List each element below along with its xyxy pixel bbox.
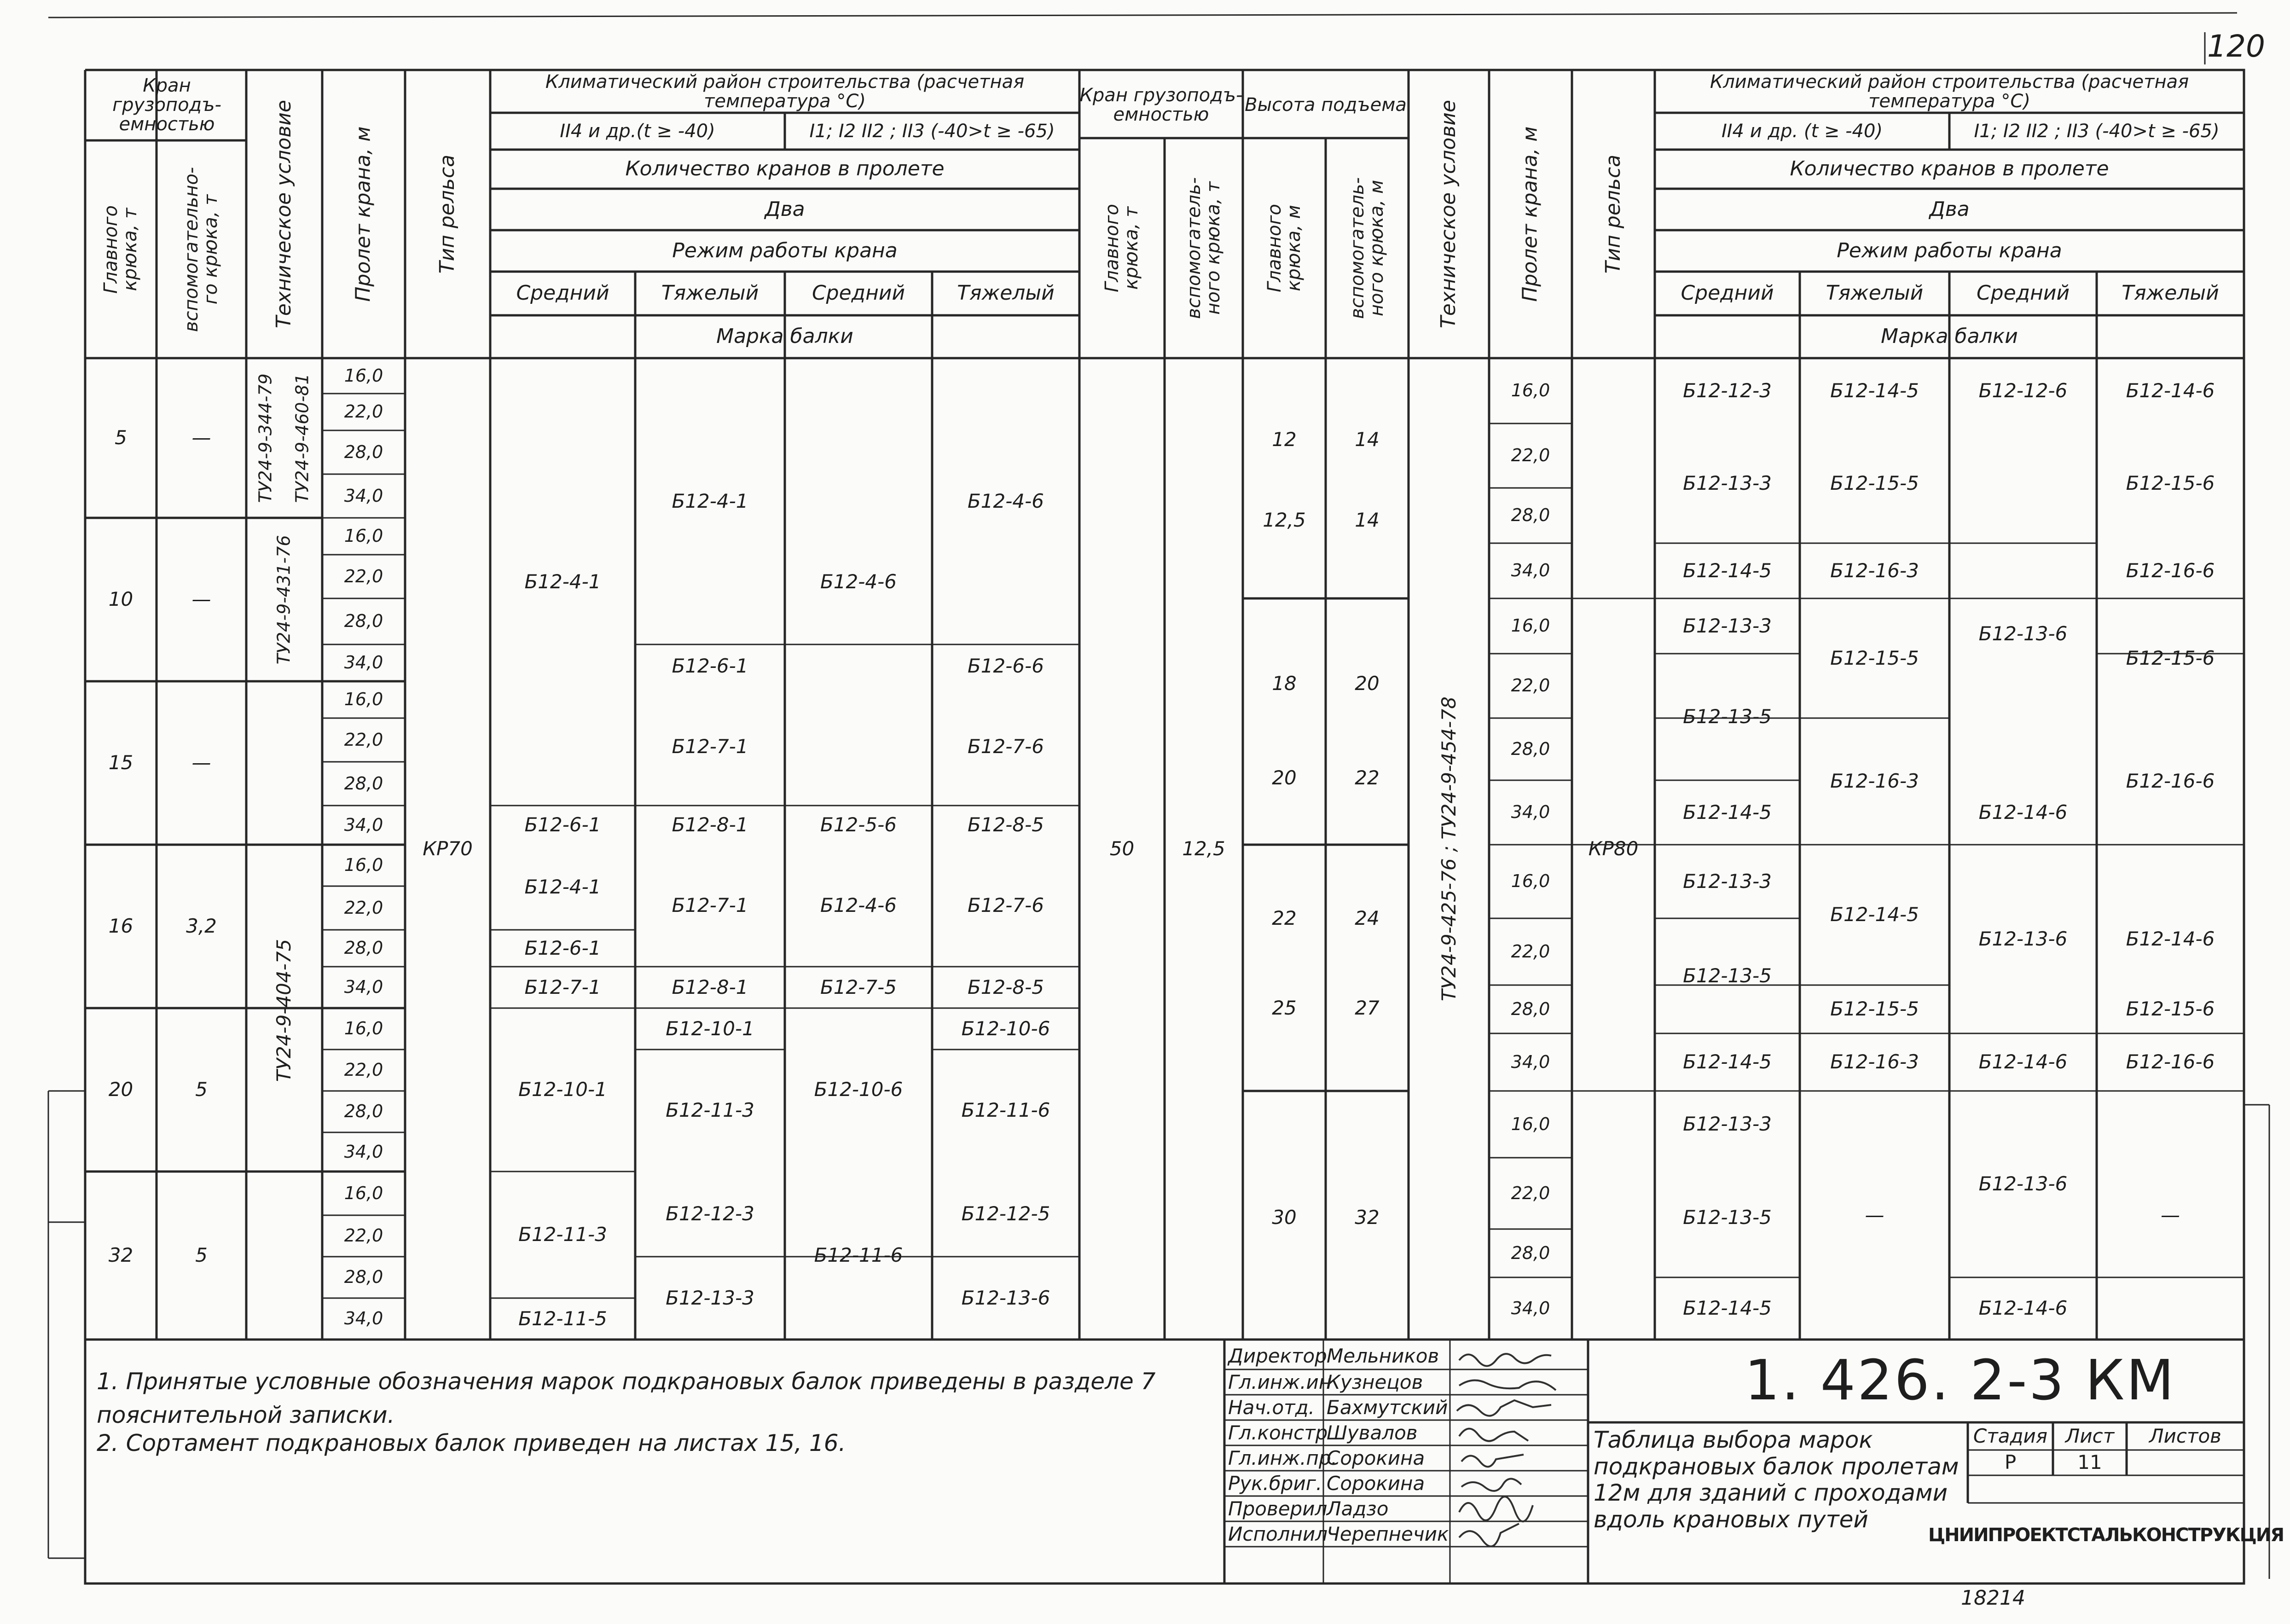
left-span: 34,0 [344, 1308, 383, 1329]
right-span: 34,0 [1511, 1051, 1550, 1072]
right-beam-mark: Б12-12-3 [1683, 379, 1772, 402]
right-beam-mark: — [1865, 1203, 1884, 1226]
right-beam-mark: Б12-14-6 [1978, 800, 2068, 824]
right-span: 34,0 [1511, 1298, 1550, 1318]
left-load-aux: 5 [195, 1244, 208, 1267]
left-beam-mark: Б12-12-5 [961, 1202, 1050, 1225]
right-beam-mark: Б12-13-5 [1683, 1206, 1772, 1229]
right-beam-mark: Б12-14-6 [1978, 1050, 2068, 1073]
organization: ЦНИИПРОЕКТСТАЛЬКОНСТРУКЦИЯ [1928, 1525, 2284, 1546]
right-beam-mark: Б12-14-5 [1683, 1050, 1772, 1073]
left-beam-mark: Б12-11-6 [961, 1099, 1050, 1122]
right-span: 34,0 [1511, 560, 1550, 581]
signer-role: Гл.констр [1228, 1421, 1328, 1444]
left-beam-mark: Б12-8-5 [967, 813, 1044, 836]
right-beam-mark: Б12-13-6 [1978, 1172, 2068, 1195]
left-span: 28,0 [344, 611, 383, 632]
right-height-aux: 14 [1355, 508, 1380, 531]
left-load-main: 10 [108, 588, 133, 611]
left-beam-mark: Б12-4-6 [820, 570, 897, 593]
right-span: 22,0 [1511, 675, 1550, 696]
left-beam-mark: Б12-10-1 [518, 1078, 607, 1101]
right-beam-mark: Б12-15-6 [2126, 646, 2215, 669]
stage-value: Р [2004, 1451, 2017, 1474]
left-beam-mark: Б12-11-5 [518, 1307, 607, 1330]
right-height-aux: 27 [1355, 996, 1380, 1019]
left-span: 16,0 [344, 526, 383, 546]
right-height-main: 20 [1272, 766, 1297, 789]
right-beam-mark: Б12-14-5 [1683, 800, 1772, 824]
right-span: 28,0 [1511, 738, 1550, 759]
left-beam-mark: Б12-13-6 [961, 1286, 1050, 1309]
right-beam-mark: Б12-15-5 [1830, 646, 1919, 669]
right-mark-header: Марка балки [1881, 325, 2018, 348]
right-beam-mark: Б12-13-6 [1978, 927, 2068, 950]
left-mode-header: Режим работы крана [672, 238, 898, 262]
right-beam-mark: Б12-16-3 [1830, 770, 1919, 793]
left-beam-mark: Б12-8-1 [672, 813, 748, 836]
right-h-aux-header: вспомогатель-ного крюка, м [1347, 177, 1388, 319]
left-load-aux: 5 [195, 1078, 208, 1101]
signer-name: Мельников [1327, 1345, 1439, 1367]
left-beam-mark: Б12-7-6 [967, 735, 1044, 758]
right-span-header: Пролет крана, м [1518, 126, 1542, 302]
left-load-main: 20 [108, 1078, 133, 1101]
right-beam-mark: Б12-13-5 [1683, 964, 1772, 987]
right-mode-4: Тяжелый [2122, 281, 2219, 305]
left-span: 34,0 [344, 977, 383, 998]
right-tech-header: Техническое условие [1437, 99, 1461, 329]
signer-role: Проверил [1228, 1497, 1328, 1520]
sheet-number: 120 [2207, 29, 2265, 64]
right-rail-header: Тип рельса [1601, 154, 1625, 274]
left-rail-value: КР70 [423, 837, 473, 860]
left-span: 22,0 [344, 729, 383, 750]
left-beam-mark: Б12-4-1 [524, 570, 601, 593]
left-beam-mark: Б12-6-1 [524, 936, 601, 959]
left-beam-mark: Б12-4-6 [820, 894, 897, 917]
right-beam-mark: Б12-14-5 [1830, 379, 1919, 402]
left-span: 16,0 [344, 689, 383, 710]
signer-name: Бахмутский [1327, 1396, 1448, 1419]
left-load-main: 32 [108, 1244, 133, 1267]
left-beam-mark: Б12-7-1 [672, 735, 748, 758]
right-height-aux: 24 [1355, 906, 1380, 929]
left-beam-mark: Б12-8-1 [672, 975, 748, 998]
right-beam-mark: — [2161, 1203, 2180, 1226]
right-span: 28,0 [1511, 1242, 1550, 1263]
bottom-mark: 18214 [1961, 1586, 2025, 1610]
left-mode-4: Тяжелый [957, 281, 1055, 305]
left-beam-mark: Б12-4-1 [524, 876, 601, 899]
left-beam-mark: Б12-6-1 [524, 813, 601, 836]
right-span: 22,0 [1511, 1183, 1550, 1203]
right-height-main: 25 [1272, 996, 1297, 1019]
left-beam-mark: Б12-10-6 [961, 1017, 1050, 1040]
right-main-value: 50 [1109, 837, 1135, 860]
right-zone-a: II4 и др. (t ≥ -40) [1721, 121, 1883, 142]
left-zone-a: II4 и др.(t ≥ -40) [560, 121, 715, 142]
signer-role: Исполнил [1228, 1523, 1328, 1545]
right-height-main: 12,5 [1263, 508, 1306, 531]
left-load-main: 5 [115, 426, 127, 449]
right-qty-header: Количество кранов в пролете [1790, 157, 2109, 181]
right-beam-mark: Б12-14-5 [1683, 559, 1772, 582]
left-tu: ТУ24-9-460-81 [292, 373, 313, 503]
left-load-main: 15 [108, 751, 133, 774]
right-height-aux: 20 [1355, 672, 1380, 695]
left-climate-header: Климатический район строительства (расчетная температура °С) [545, 71, 1025, 112]
right-two: Два [1929, 197, 1970, 221]
left-rail-header: Тип рельса [435, 154, 459, 274]
right-beam-mark: Б12-12-6 [1978, 379, 2068, 402]
left-load-main: 16 [108, 915, 133, 938]
right-span: 16,0 [1511, 1114, 1550, 1134]
signer-role: Нач.отд. [1228, 1396, 1315, 1419]
left-span: 34,0 [344, 1141, 383, 1162]
left-beam-mark: Б12-7-1 [672, 894, 748, 917]
left-mode-3: Средний [812, 281, 905, 305]
right-height-main: 30 [1272, 1206, 1297, 1229]
right-beam-mark: Б12-13-3 [1683, 471, 1772, 494]
sheet-label: Лист [2065, 1424, 2115, 1447]
note-2: 2. Сортамент подкрановых балок приведен на листах 15, 16. [97, 1430, 846, 1456]
right-beam-mark: Б12-16-6 [2126, 770, 2215, 793]
right-main-hook-header: Главного крюка, т [1102, 203, 1142, 293]
right-span: 22,0 [1511, 445, 1550, 466]
right-beam-mark: Б12-14-6 [2126, 379, 2215, 402]
left-tu: ТУ24-9-431-76 [273, 535, 294, 664]
right-span: 28,0 [1511, 998, 1550, 1019]
signer-name: Сорокина [1327, 1472, 1425, 1495]
signer-name: Кузнецов [1327, 1371, 1423, 1393]
right-beam-mark: Б12-13-6 [1978, 622, 2068, 645]
right-crane-header: Кран грузоподъ-емностью [1079, 84, 1243, 125]
left-load-aux: — [191, 588, 211, 611]
right-span: 16,0 [1511, 380, 1550, 401]
signer-role: Гл.инж.ин [1228, 1371, 1332, 1393]
signer-name: Шувалов [1327, 1421, 1418, 1444]
right-beam-mark: Б12-14-6 [2126, 927, 2215, 950]
left-beam-mark: Б12-11-6 [814, 1244, 903, 1267]
right-height-main: 12 [1272, 428, 1297, 451]
left-qty-header: Количество кранов в пролете [625, 157, 945, 181]
note-1: 1. Принятые условные обозначения марок подкрановых балок приведены в разделе 7 пояснительной записки. [97, 1368, 1156, 1428]
right-height-aux: 32 [1355, 1206, 1380, 1229]
right-mode-3: Средний [1976, 281, 2070, 305]
right-beam-mark: Б12-16-6 [2126, 1050, 2215, 1073]
right-beam-mark: Б12-15-6 [2126, 998, 2215, 1021]
left-span: 22,0 [344, 401, 383, 422]
right-aux-value: 12,5 [1182, 837, 1225, 860]
right-height-main: 18 [1272, 672, 1297, 695]
right-height-aux: 22 [1355, 766, 1380, 789]
left-mode-1: Средний [516, 281, 609, 305]
right-beam-mark: Б12-13-5 [1683, 705, 1772, 728]
left-span: 22,0 [344, 897, 383, 918]
left-beam-mark: Б12-4-1 [672, 489, 748, 512]
right-height-aux: 14 [1355, 428, 1380, 451]
left-two: Два [765, 197, 805, 221]
left-beam-mark: Б12-11-3 [666, 1099, 754, 1122]
document-code: 1. 426. 2-3 КМ [1745, 1349, 2176, 1413]
left-beam-mark: Б12-7-6 [967, 894, 1044, 917]
right-height-main: 22 [1272, 906, 1297, 929]
right-zone-b: I1; I2 II2 ; II3 (-40>t ≥ -65) [1974, 121, 2220, 142]
left-beam-mark: Б12-11-3 [518, 1223, 607, 1246]
right-beam-mark: Б12-14-5 [1830, 903, 1919, 926]
left-span: 34,0 [344, 814, 383, 835]
left-beam-mark: Б12-8-5 [967, 975, 1044, 998]
right-beam-mark: Б12-16-3 [1830, 559, 1919, 582]
left-span: 16,0 [344, 855, 383, 876]
right-beam-mark: Б12-16-6 [2126, 559, 2215, 582]
left-tu: ТУ24-9-344-79 [255, 373, 276, 503]
left-beam-mark: Б12-6-1 [672, 655, 748, 678]
left-beam-mark: Б12-10-6 [814, 1078, 903, 1101]
left-beam-mark: Б12-10-1 [666, 1017, 754, 1040]
right-span: 16,0 [1511, 615, 1550, 636]
signer-role: Директор [1228, 1345, 1327, 1367]
left-span-header: Пролет крана, м [351, 126, 375, 302]
right-mode-2: Тяжелый [1826, 281, 1924, 305]
right-tu: ТУ24-9-425-76 ; ТУ24-9-454-78 [1437, 696, 1460, 1001]
right-span: 22,0 [1511, 941, 1550, 962]
stage-label: Стадия [1973, 1424, 2048, 1447]
signer-name: Сорокина [1327, 1447, 1425, 1469]
sheets-label: Листов [2149, 1424, 2221, 1447]
right-aux-hook-header: вспомогатель-ного крюка, т [1183, 177, 1224, 319]
left-load-aux: 3,2 [186, 915, 217, 938]
left-span: 22,0 [344, 1225, 383, 1246]
left-span: 28,0 [344, 938, 383, 958]
left-main-hook-header: Главного крюка, т [100, 205, 141, 294]
right-climate-header: Климатический район строительства (расчетная температура °С) [1710, 71, 2189, 112]
left-span: 22,0 [344, 1060, 383, 1080]
sheet-value: 11 [2077, 1451, 2102, 1474]
left-zone-b: I1; I2 II2 ; II3 (-40>t ≥ -65) [809, 121, 1055, 142]
right-beam-mark: Б12-15-5 [1830, 998, 1919, 1021]
left-beam-mark: Б12-4-6 [967, 489, 1044, 512]
left-span: 22,0 [344, 566, 383, 586]
right-span: 16,0 [1511, 871, 1550, 892]
right-rail-value: КР80 [1588, 837, 1639, 860]
sheet-title: Таблица выбора марок подкрановых балок пролетам 12м для зданий с проходами вдоль крановых путей [1594, 1427, 1959, 1533]
left-tu: ТУ24-9-404-75 [272, 939, 296, 1082]
left-beam-mark: Б12-5-6 [820, 813, 897, 836]
left-span: 28,0 [344, 1267, 383, 1288]
left-crane-header: Кран грузоподъ-емностью [112, 75, 221, 135]
left-beam-mark: Б12-7-1 [524, 975, 601, 998]
signer-name: Ладзо [1327, 1497, 1389, 1520]
right-span: 28,0 [1511, 505, 1550, 526]
right-span: 34,0 [1511, 802, 1550, 823]
left-span: 28,0 [344, 773, 383, 794]
left-tech-header: Техническое условие [272, 99, 296, 329]
left-span: 16,0 [344, 1018, 383, 1039]
right-beam-mark: Б12-14-6 [1978, 1297, 2068, 1320]
left-span: 34,0 [344, 652, 383, 673]
left-beam-mark: Б12-6-6 [967, 655, 1044, 678]
left-mode-2: Тяжелый [661, 281, 759, 305]
left-load-aux: — [191, 426, 211, 449]
left-beam-mark: Б12-13-3 [666, 1286, 754, 1309]
signer-name: Черепнечик [1327, 1523, 1449, 1545]
right-mode-1: Средний [1681, 281, 1774, 305]
right-beam-mark: Б12-16-3 [1830, 1050, 1919, 1073]
left-span: 28,0 [344, 1101, 383, 1122]
left-load-aux: — [191, 751, 211, 774]
signer-role: Рук.бриг. [1228, 1472, 1322, 1495]
signer-role: Гл.инж.пр. [1228, 1447, 1338, 1469]
right-beam-mark: Б12-14-5 [1683, 1297, 1772, 1320]
right-h-main-header: Главного крюка, м [1264, 203, 1304, 293]
right-mode-header: Режим работы крана [1837, 238, 2062, 262]
left-span: 16,0 [344, 365, 383, 386]
right-beam-mark: Б12-15-6 [2126, 471, 2215, 494]
left-beam-mark: Б12-12-3 [666, 1202, 754, 1225]
left-span: 16,0 [344, 1183, 383, 1203]
right-beam-mark: Б12-13-3 [1683, 1113, 1772, 1136]
left-mark-header: Марка балки [716, 325, 853, 348]
left-beam-mark: Б12-7-5 [820, 975, 897, 998]
right-beam-mark: Б12-15-5 [1830, 471, 1919, 494]
left-aux-hook-header: вспомогательно-го крюка, т [181, 167, 222, 332]
right-beam-mark: Б12-13-3 [1683, 614, 1772, 637]
left-span: 34,0 [344, 485, 383, 506]
left-span: 28,0 [344, 441, 383, 462]
right-beam-mark: Б12-13-3 [1683, 870, 1772, 893]
right-height-header: Высота подъема [1245, 94, 1407, 116]
